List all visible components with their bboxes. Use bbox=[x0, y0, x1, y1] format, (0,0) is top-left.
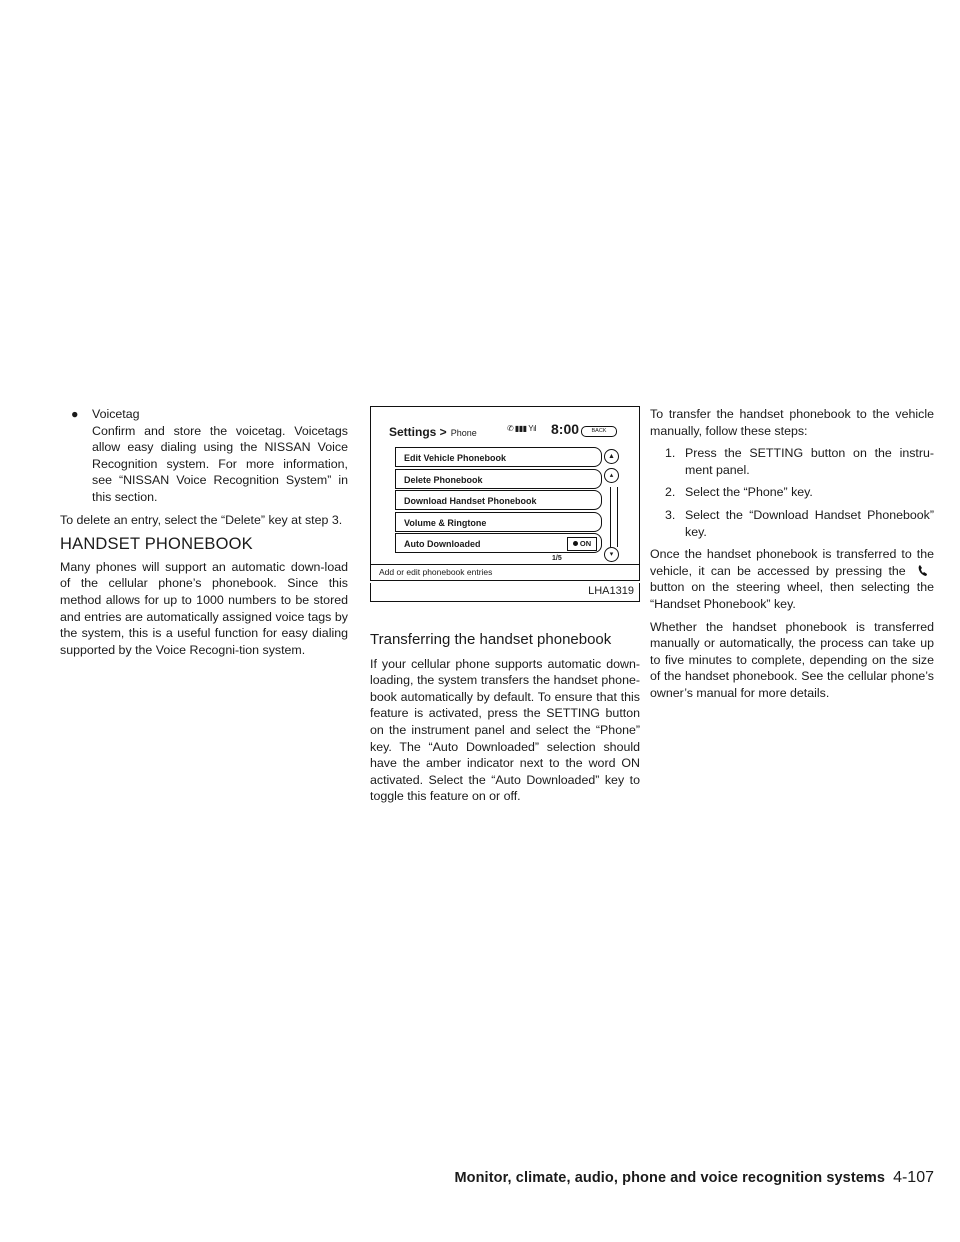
transfer-steps bbox=[650, 445, 934, 540]
screen-breadcrumb bbox=[389, 425, 477, 439]
delete-instruction: To delete an entry, select the “Delete” key at step 3. bbox=[60, 512, 343, 527]
figure-label-strip bbox=[370, 583, 640, 602]
step-text: Select the “Download Handset Phonebook” key. bbox=[685, 507, 934, 539]
menu-item-edit-vehicle-phonebook: Edit Vehicle Phonebook bbox=[395, 447, 602, 467]
bullet-body: Confirm and store the voicetag. Voicetags allow easy dialing using the NISSAN Voice Recognition system. For more information, see “NISSAN Voice Recognition System” in this section. bbox=[92, 423, 348, 504]
scroll-top-icon: ▲ bbox=[604, 449, 619, 464]
step-text: Press the SETTING button on the instru-ment panel. bbox=[685, 446, 934, 477]
step-text: Select the “Phone” key. bbox=[685, 485, 813, 500]
access-text-a: Once the handset phonebook is transferred to the vehicle, it can be accessed by pressing the bbox=[650, 547, 934, 578]
step-item bbox=[650, 484, 934, 501]
access-text-b: button on the steering wheel, then selecting the “Handset Phonebook” key. bbox=[650, 580, 934, 611]
page-footer bbox=[454, 1169, 934, 1187]
step-item bbox=[650, 445, 934, 478]
step-item bbox=[650, 507, 934, 540]
back-button: BACK bbox=[581, 426, 617, 437]
right-column bbox=[650, 406, 934, 708]
step-number: 2. bbox=[665, 485, 676, 500]
page-indicator: 1/5 bbox=[552, 555, 562, 562]
phone-handset-icon bbox=[912, 563, 934, 577]
amber-indicator-icon bbox=[573, 541, 578, 546]
scroll-up-icon: ▴ bbox=[604, 468, 619, 483]
menu-item-volume-ringtone: Volume & Ringtone bbox=[395, 512, 602, 532]
duration-paragraph: Whether the handset phonebook is transferred manually or automatically, the process can take up to five minutes to complete, depending on the size of the handset phonebook. See the cellular phone’s owner’s manual for more details. bbox=[650, 619, 934, 700]
figure-label: LHA1319 bbox=[588, 585, 634, 597]
middle-column bbox=[370, 632, 640, 811]
phone-settings-menu bbox=[395, 447, 602, 555]
menu-item-download-handset-phonebook: Download Handset Phonebook bbox=[395, 490, 602, 510]
step-number: 1. bbox=[665, 446, 676, 461]
footer-title: Monitor, climate, audio, phone and voice recognition systems bbox=[454, 1170, 886, 1186]
bullet-marker: ● bbox=[71, 407, 79, 421]
left-column bbox=[60, 406, 348, 664]
voicetag-bullet bbox=[60, 406, 348, 506]
step-number: 3. bbox=[665, 507, 676, 522]
settings-screen-figure bbox=[370, 406, 640, 581]
hint-text: Add or edit phonebook entries bbox=[379, 567, 493, 577]
on-toggle-indicator bbox=[567, 537, 597, 551]
menu-item-delete-phonebook: Delete Phonebook bbox=[395, 469, 602, 489]
section-heading: HANDSET PHONEBOOK bbox=[60, 535, 253, 554]
breadcrumb-settings: Settings > bbox=[389, 425, 447, 439]
hint-divider bbox=[371, 564, 639, 565]
scrollbar-track bbox=[610, 487, 618, 547]
toggle-label: ON bbox=[579, 539, 592, 549]
menu-item-auto-downloaded bbox=[395, 533, 602, 553]
page-number: 4-107 bbox=[893, 1169, 934, 1186]
bullet-title: Voicetag bbox=[92, 407, 140, 421]
scroll-down-icon: ▾ bbox=[604, 547, 619, 562]
section-body: Many phones will support an automatic down-load of the cellular phone’s phonebook. Since this method allows for up to 1000 numbers to be stored and entries are automatically assigned voice tags by the system, this is a useful function for easy dialing supported by the Voice Recogni-tion system. bbox=[60, 559, 348, 657]
access-paragraph bbox=[650, 546, 934, 612]
status-icons: ✆ ▮▮▮ Yıl bbox=[507, 424, 537, 433]
auto-downloaded-label: Auto Downloaded bbox=[404, 539, 481, 550]
screen-clock: 8:00 bbox=[551, 421, 580, 437]
manual-transfer-intro: To transfer the handset phonebook to the vehicle manually, follow these steps: bbox=[650, 407, 934, 438]
breadcrumb-phone: Phone bbox=[450, 428, 477, 438]
subsection-body: If your cellular phone supports automatic down-loading, the system transfers the handset phone-book automatically by default. To ensure that this feature is activated, press the SETTING button on the instrument panel and select the “Phone” key. The “Auto Downloaded” selection should have the amber indicator next to the word ON activated. Select the “Auto Downloaded” key to toggle this feature on or off. bbox=[370, 656, 640, 804]
subsection-heading: Transferring the handset phonebook bbox=[370, 631, 612, 648]
